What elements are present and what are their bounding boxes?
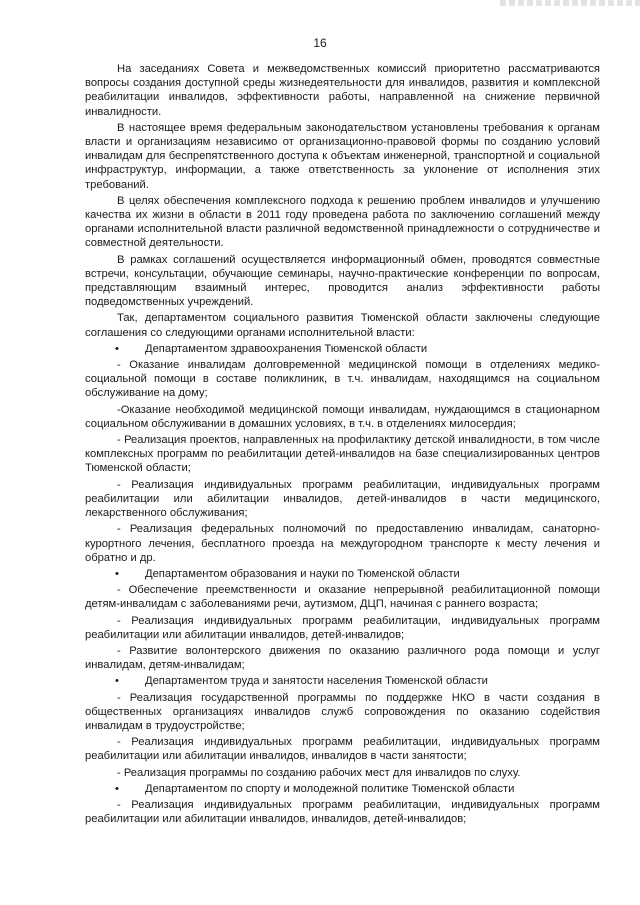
- list-item: - Обеспечение преемственности и оказание непрерывной реабилитационной помощи детям-инвалидам с заболеваниями речи, аутизмом, ДЦП, начиная с раннего возраста;: [85, 584, 600, 611]
- page-number: 16: [313, 36, 327, 50]
- list-item: - Реализация федеральных полномочий по предоставлению инвалидам, санаторно-курортного лечения, бесплатного проезда на междугородном транспорте к месту лечения и обратно и др.: [85, 523, 600, 564]
- bullet-icon: •: [115, 342, 119, 355]
- section-heading: [85, 567, 600, 581]
- paragraph: В настоящее время федеральным законодательством установлены требования к органам власти и организациям независимо от организационно-правовой формы по созданию условий инвалидам для беспрепятственного доступа к объектам инженерной, транспортной и социальной инфраструктур, информации, а также ответственность за уклонение от исполнения этих требований.: [85, 121, 600, 191]
- section-heading-text: Департаментом образования и науки по Тюменской области: [145, 567, 460, 580]
- paragraph: Так, департаментом социального развития Тюменской области заключены следующие соглашения со следующими органами исполнительной власти:: [85, 312, 600, 339]
- list-item: - Реализация государственной программы по поддержке НКО в части создания в общественных организациях инвалидов служб сопровождения по оказанию содействия инвалидам в трудоустройстве;: [85, 691, 600, 732]
- list-item: -Оказание необходимой медицинской помощи инвалидам, нуждающимся в стационарном социальном обслуживании в домашних условиях, в т.ч. в отделениях милосердия;: [85, 403, 600, 430]
- list-item: - Реализация индивидуальных программ реабилитации, индивидуальных программ реабилитации или абилитации инвалидов, детей-инвалидов в части медицинского, лекарственного обслуживания;: [85, 478, 600, 520]
- section-heading-text: Департаментом здравоохранения Тюменской области: [145, 342, 428, 355]
- document-body: [85, 62, 600, 828]
- list-item: - Реализация индивидуальных программ реабилитации, индивидуальных программ реабилитации или абилитации инвалидов, инвалидов в части занятости;: [85, 736, 600, 763]
- paragraph: В целях обеспечения комплексного подхода к решению проблем инвалидов и улучшению качества их жизни в области в 2011 году проведена работа по заключению соглашений между органами исполнительной власти различной ведомственной принадлежности о сотрудничестве и совместной деятельности.: [85, 194, 600, 250]
- section-heading: [85, 342, 600, 356]
- list-item: - Оказание инвалидам долговременной медицинской помощи в отделениях медико-социальной помощи в составе поликлиник, в т.ч. инвалидам, находящимся на социальном обслуживание на дому;: [85, 359, 600, 400]
- list-item: - Реализация индивидуальных программ реабилитации, индивидуальных программ реабилитации или абилитации инвалидов, инвалидов, детей-инвалидов;: [85, 798, 600, 826]
- bullet-icon: •: [115, 675, 119, 688]
- paragraph: На заседаниях Совета и межведомственных комиссий приоритетно рассматриваются вопросы создания доступной среды жизнедеятельности для инвалидов, развития и комплексной реабилитации инвалидов, эффективности работы, направленной на снижение первичной инвалидности.: [85, 63, 600, 118]
- section-heading-text: Департаментом по спорту и молодежной политике Тюменской области: [145, 782, 515, 795]
- list-item: - Развитие волонтерского движения по оказанию различного рода помощи и услуг инвалидам, детям-инвалидам;: [85, 644, 600, 672]
- list-item: - Реализация индивидуальных программ реабилитации, индивидуальных программ реабилитации или абилитации инвалидов, детей-инвалидов;: [85, 614, 600, 641]
- bullet-icon: •: [115, 567, 119, 580]
- section-heading-text: Департаментом труда и занятости населения Тюменской области: [145, 675, 488, 688]
- bullet-icon: •: [115, 782, 119, 795]
- section-heading: [85, 782, 600, 796]
- paragraph: В рамках соглашений осуществляется информационный обмен, проводятся совместные встречи, консультации, обучающие семинары, научно-практические конференции по вопросам, представляющим взаимный интерес, проводится анализ эффективности работы подведомственных учреждений.: [85, 253, 600, 309]
- list-item: - Реализация проектов, направленных на профилактику детской инвалидности, в том числе комплексных программ по реабилитации детей-инвалидов на базе специализированных центров Тюменской области;: [85, 434, 600, 475]
- scan-edge-mark: [500, 0, 640, 6]
- section-heading: [85, 674, 600, 688]
- list-item: - Реализация программы по созданию рабочих мест для инвалидов по слуху.: [117, 766, 521, 779]
